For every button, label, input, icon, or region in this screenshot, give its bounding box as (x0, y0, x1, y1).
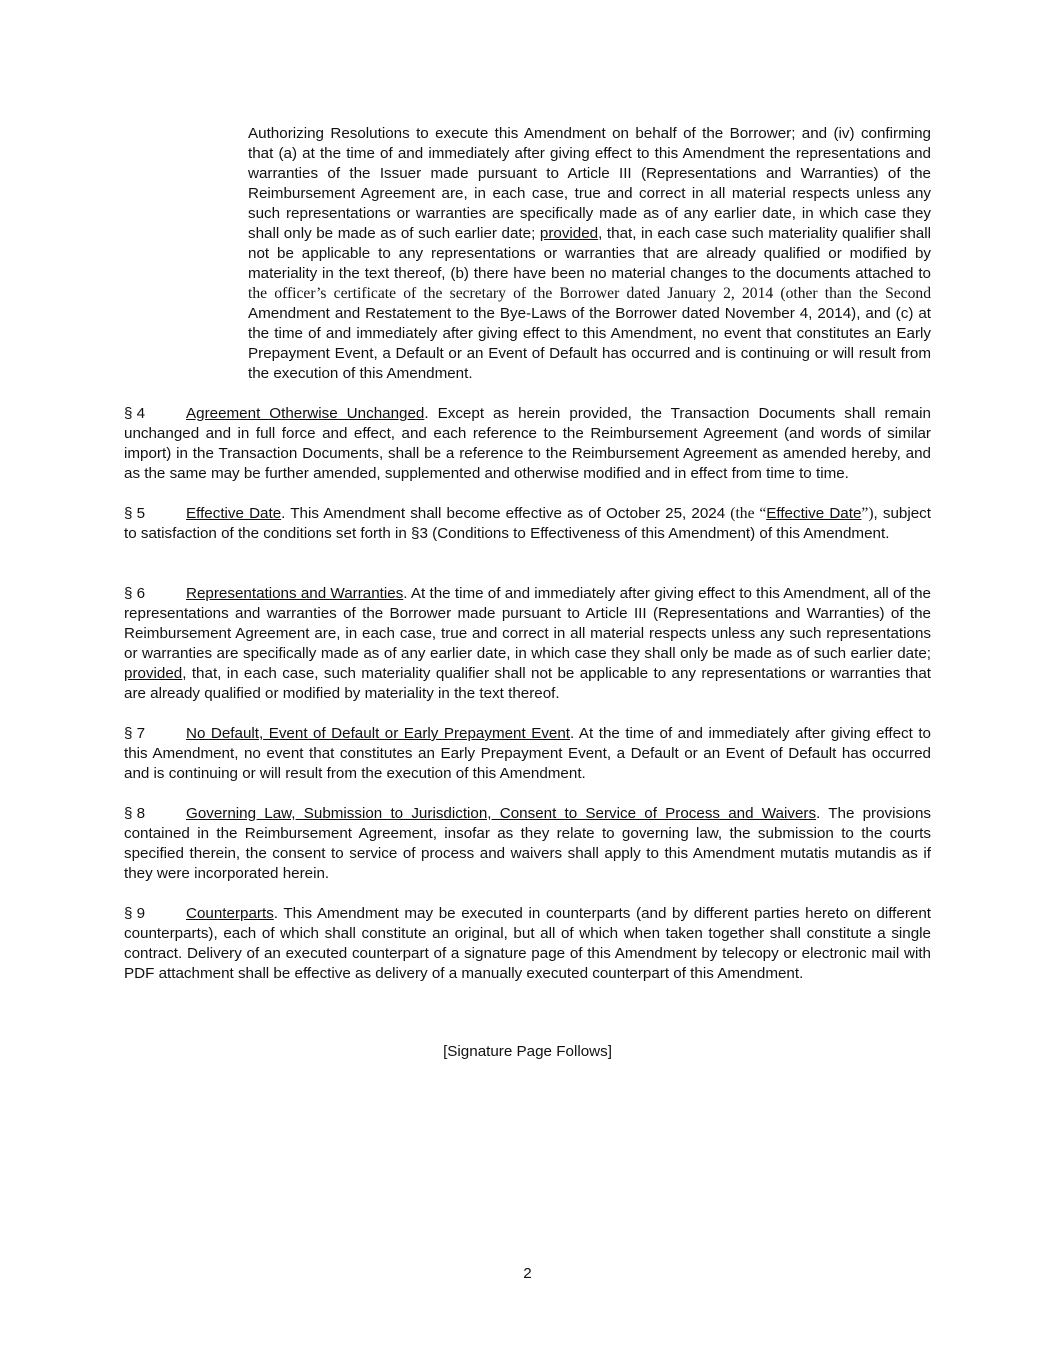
section-heading: Effective Date (186, 505, 282, 522)
section-body: . Except as herein provided, the Transaction Documents shall remain unchanged and in full force and effect, and each reference to the Reimbursement Agreement (and words of similar import) in the Transaction Documents, shall be a reference to the Reimbursement Agreement as amended hereby, and as the same may be further amended, supplemented and otherwise modified and in effect from time to time. (124, 405, 931, 482)
section-heading: Representations and Warranties (186, 585, 404, 602)
provided-term: provided (124, 665, 183, 682)
defined-term: Effective Date (766, 505, 862, 522)
section-4 (124, 404, 931, 484)
section-body: . This Amendment may be executed in counterparts (and by different parties hereto on different counterparts), each of which shall constitute an original, but all of which when taken together shall constitute a single contract. Delivery of an executed counterpart of a signature page of this Amendment by telecopy or electronic mail with PDF attachment shall be effective as delivery of a manually executed counterpart of this Amendment. (124, 905, 931, 982)
section-number: § 9 (124, 905, 146, 922)
section-body: . This Amendment shall become effective as of October 25, 2024 (281, 505, 731, 522)
section-9 (124, 904, 931, 984)
section-heading: Governing Law, Submission to Jurisdiction, Consent to Service of Process and Waivers (186, 805, 817, 822)
provided-term: provided (539, 225, 599, 242)
section-number: § 5 (124, 505, 146, 522)
section-7 (124, 724, 931, 784)
section-body: . At the time of and immediately after giving effect to this Amendment, all of the representations and warranties of the Borrower made pursuant to Article III (Representations and Warranties) of the Reimbursement Agreement are, in each case, true and correct in all material respects unless any such representations or warranties are specifically made as of any earlier date, in which case they shall only be made as of such earlier date; (124, 585, 931, 662)
continuation-text-4: Amendment and Restatement to the Bye-Laws of the Borrower dated November 4, 2014), and (c) at the time of and immediately after giving effect to this Amendment, no event that constitutes an Early Prepayment Event, a Default or an Event of Default has occurred and is continuing or will result from the execution of this Amendment. (248, 305, 931, 382)
section-number: § 7 (124, 725, 146, 742)
section-8 (124, 804, 931, 884)
signature-page-note: [Signature Page Follows] (443, 1043, 612, 1060)
section-body: , that, in each case, such materiality qualifier shall not be applicable to any representations or warranties that are already qualified or modified by materiality in the text thereof. (124, 665, 931, 702)
continuation-text-1: Authorizing Resolutions to execute this Amendment on behalf of the Borrower; and (iv) confirming that (a) at the time of and immediately after giving effect to this Amendment the representations and warranties of the Issuer made pursuant to Article III (Representations and Warranties) of the Reimbursement Agreement are, in each case, true and correct in all material respects unless any such representations or warranties are specifically made as of any earlier date, in which case they shall only be made as of such earlier date; (248, 125, 931, 242)
section-body: , subject to satisfaction of the conditions set forth in §3 (Conditions to Effectiveness of this Amendment) of this Amendment. (124, 505, 931, 542)
section-body-serif: (the “ (730, 505, 767, 522)
section-heading: Counterparts (186, 905, 274, 922)
continuation-paragraph (248, 124, 931, 384)
section-heading: Agreement Otherwise Unchanged (186, 405, 425, 422)
section-5 (124, 504, 931, 544)
section-body-serif: ”) (861, 505, 874, 522)
section-body: . At the time of and immediately after giving effect to this Amendment, no event that constitutes an Early Prepayment Event, a Default or an Event of Default has occurred and is continuing or will result from the execution of this Amendment. (124, 725, 932, 782)
page-number: 2 (523, 1265, 532, 1282)
section-heading: No Default, Event of Default or Early Prepayment Event (186, 725, 571, 742)
continuation-text-3: the officer’s certificate of the secretary of the Borrower dated January 2, 2014 (other than the Second (248, 285, 931, 302)
section-number: § 8 (124, 805, 146, 822)
section-number: § 6 (124, 585, 146, 602)
section-body: . The provisions contained in the Reimbursement Agreement, insofar as they relate to governing law, the submission to the courts specified therein, the consent to service of process and waivers shall apply to this Amendment mutatis mutandis as if they were incorporated herein. (124, 805, 931, 882)
section-6 (124, 584, 931, 704)
section-number: § 4 (124, 405, 146, 422)
continuation-text-2: , that, in each case such materiality qualifier shall not be applicable to any representations or warranties that are already qualified or modified by materiality in the text thereof, (b) there have been no material changes to the documents attached to (248, 225, 931, 282)
